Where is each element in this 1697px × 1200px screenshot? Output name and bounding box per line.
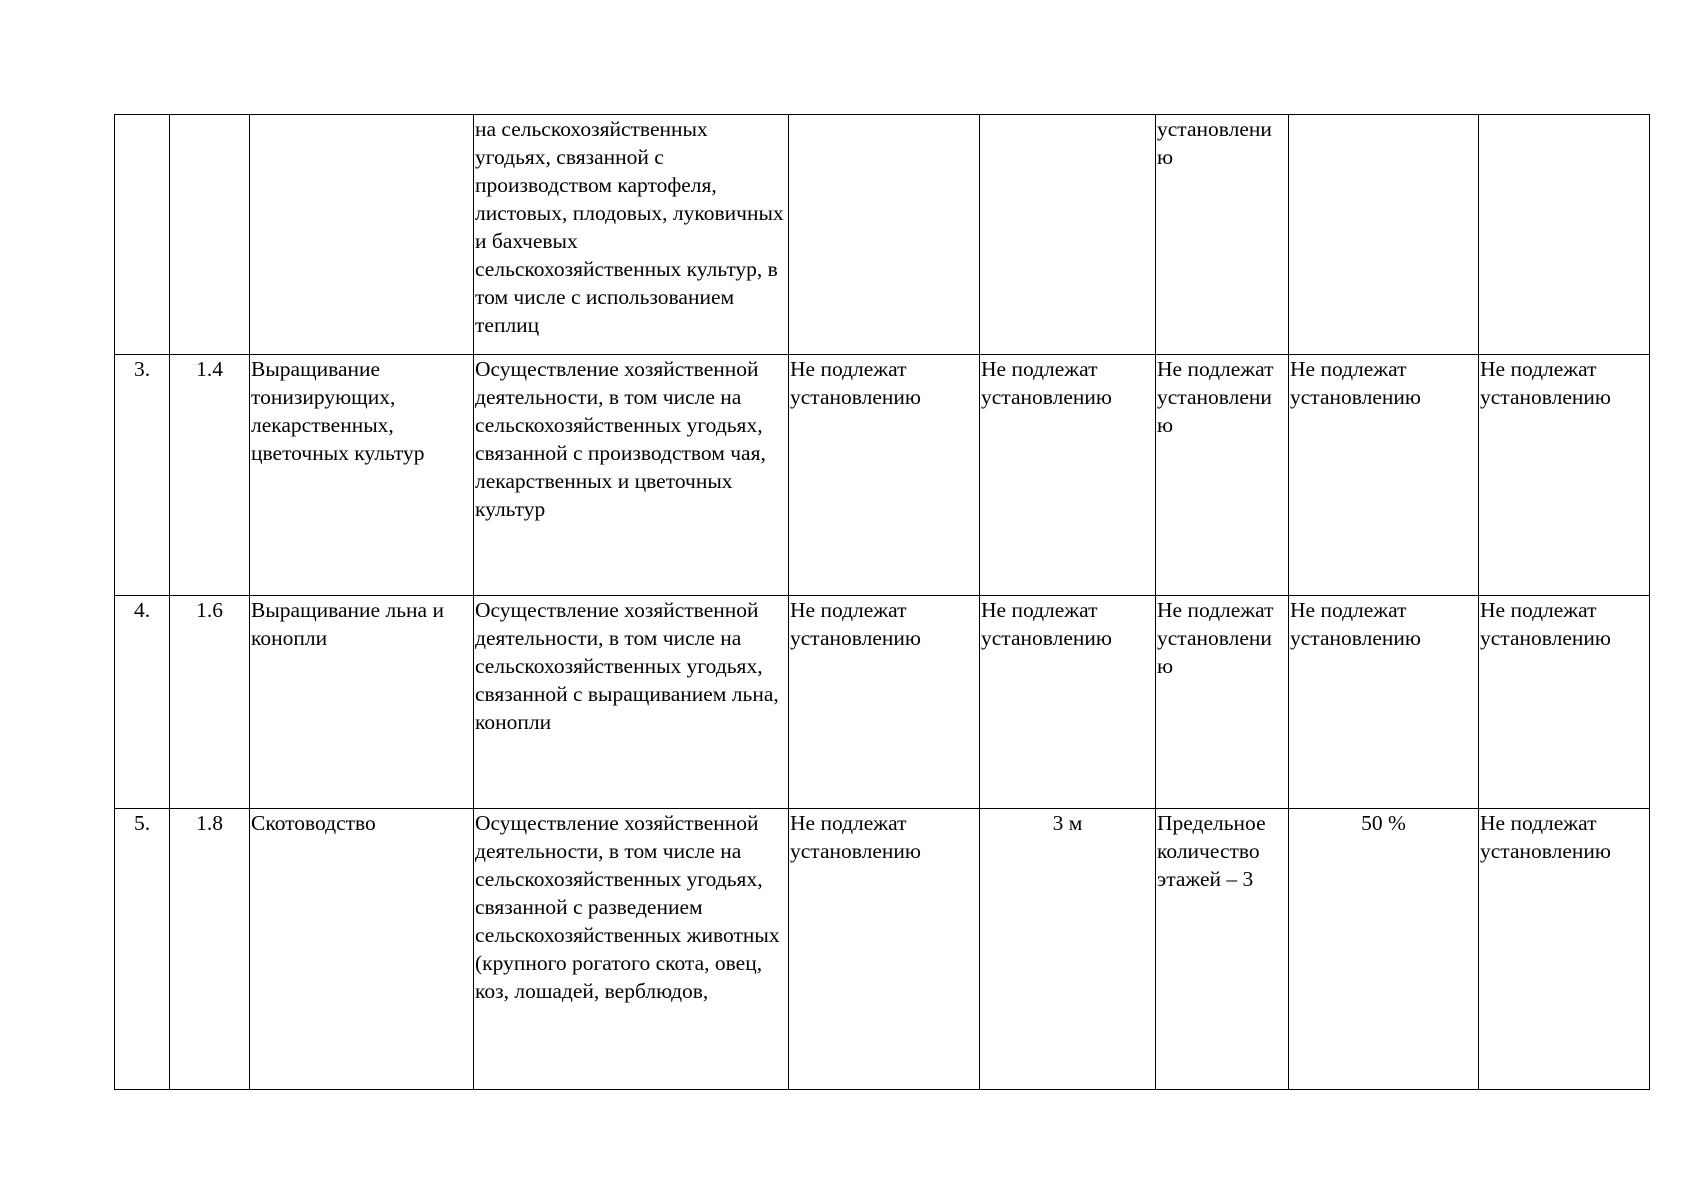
param-cell-8: Не подлежат установлению bbox=[1289, 355, 1479, 596]
land-use-code-cell bbox=[170, 115, 250, 355]
param-cell-7: Предельное количество этажей – 3 bbox=[1156, 809, 1289, 1090]
land-use-regulations-table bbox=[114, 114, 1650, 1090]
table-row bbox=[115, 596, 1650, 809]
param-cell-5: Не подлежат установлению bbox=[789, 596, 980, 809]
param-cell-9 bbox=[1479, 115, 1650, 355]
table-row bbox=[115, 115, 1650, 355]
param-cell-9: Не подлежат установлению bbox=[1479, 596, 1650, 809]
param-cell-5: Не подлежат установлению bbox=[789, 809, 980, 1090]
table-row bbox=[115, 809, 1650, 1090]
row-number-cell: 4. bbox=[115, 596, 170, 809]
param-cell-5 bbox=[789, 115, 980, 355]
land-use-name-cell: Выращивание льна и конопли bbox=[250, 596, 474, 809]
description-cell: Осуществление хозяйственной деятельности, в том числе на сельскохозяйственных угодьях, связанной с выращиванием льна, конопли bbox=[474, 596, 789, 809]
land-use-code-cell: 1.8 bbox=[170, 809, 250, 1090]
row-number-cell: 5. bbox=[115, 809, 170, 1090]
param-cell-6: 3 м bbox=[980, 809, 1156, 1090]
param-cell-7: Не подлежат установлени ю bbox=[1156, 596, 1289, 809]
param-cell-6: Не подлежат установлению bbox=[980, 596, 1156, 809]
param-cell-8: 50 % bbox=[1289, 809, 1479, 1090]
land-use-name-cell: Выращивание тонизирующих, лекарственных, цветочных культур bbox=[250, 355, 474, 596]
description-cell: Осуществление хозяйственной деятельности, в том числе на сельскохозяйственных угодьях, связанной с разведением сельскохозяйственных животных (крупного рогатого скота, овец, коз, лошадей, верблюдов, bbox=[474, 809, 789, 1090]
table-row bbox=[115, 355, 1650, 596]
row-number-cell: 3. bbox=[115, 355, 170, 596]
param-cell-8: Не подлежат установлению bbox=[1289, 596, 1479, 809]
param-cell-6 bbox=[980, 115, 1156, 355]
param-cell-5: Не подлежат установлению bbox=[789, 355, 980, 596]
param-cell-8 bbox=[1289, 115, 1479, 355]
land-use-name-cell: Скотоводство bbox=[250, 809, 474, 1090]
param-cell-7: Не подлежат установлени ю bbox=[1156, 355, 1289, 596]
land-use-code-cell: 1.4 bbox=[170, 355, 250, 596]
land-use-code-cell: 1.6 bbox=[170, 596, 250, 809]
param-cell-9: Не подлежат установлению bbox=[1479, 809, 1650, 1090]
param-cell-7: установлени ю bbox=[1156, 115, 1289, 355]
param-cell-6: Не подлежат установлению bbox=[980, 355, 1156, 596]
land-use-name-cell bbox=[250, 115, 474, 355]
description-cell: Осуществление хозяйственной деятельности, в том числе на сельскохозяйственных угодьях, связанной с производством чая, лекарственных и цветочных культур bbox=[474, 355, 789, 596]
param-cell-9: Не подлежат установлению bbox=[1479, 355, 1650, 596]
description-cell: на сельскохозяйственных угодьях, связанной с производством картофеля, листовых, плодовых, луковичных и бахчевых сельскохозяйственных культур, в том числе с использованием теплиц bbox=[474, 115, 789, 355]
row-number-cell bbox=[115, 115, 170, 355]
